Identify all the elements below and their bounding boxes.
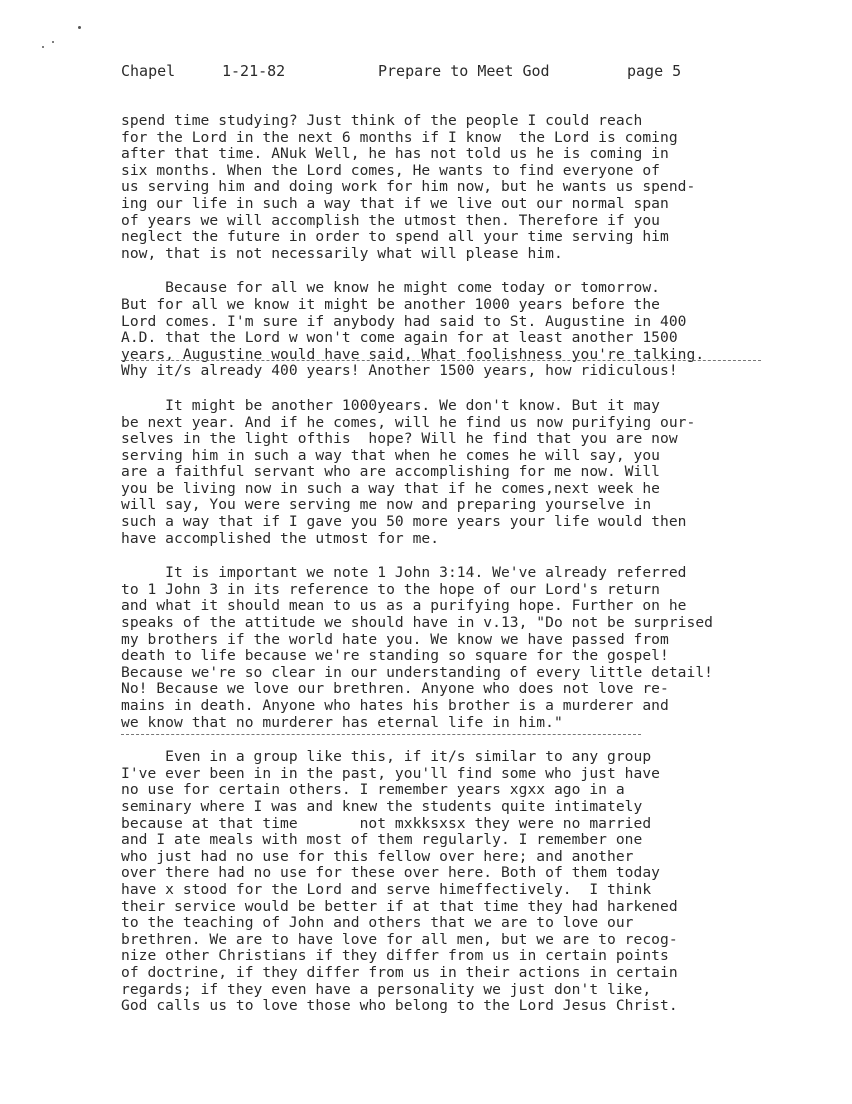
paragraph xyxy=(121,565,841,731)
header-chapel: Chapel xyxy=(121,62,176,80)
paragraph xyxy=(121,113,841,262)
text-line: brethren. We are to have love for all men, but we are to recog- xyxy=(121,930,678,948)
text-line: Even in a group like this, if it/s similar to any group xyxy=(121,748,652,766)
text-line: death to life because we're standing so square for the gospel! xyxy=(121,647,669,665)
text-line: It is important we note 1 John 3:14. We've already referred xyxy=(121,564,687,582)
text-line: I've ever been in in the past, you'll find some who just have xyxy=(121,764,661,782)
text-line: over there had no use for these over here. Both of them today xyxy=(121,864,661,882)
header-date: 1-21-82 xyxy=(222,62,286,80)
text-line: to 1 John 3 in its reference to the hope of our Lord's return xyxy=(121,580,661,598)
ink-speck xyxy=(78,26,81,29)
text-line: be next year. And if he comes, will he find us now purifying our- xyxy=(121,413,696,431)
paragraph xyxy=(121,398,841,547)
text-line: we know that no murderer has eternal life in him." xyxy=(121,713,563,731)
text-line: mains in death. Anyone who hates his brother is a murderer and xyxy=(121,697,669,714)
text-line: nize other Christians if they differ from us in certain points xyxy=(121,947,669,965)
text-line: speaks of the attitude we should have in v.13, "Do not be surprised xyxy=(121,614,714,632)
text-line: No! Because we love our brethren. Anyone who does not love re- xyxy=(121,680,669,698)
text-line: of years we will accomplish the utmost then. Therefore if you xyxy=(121,211,661,229)
text-line: years, Augustine would have said, What foolishness you're talking. xyxy=(121,345,705,363)
text-line: such a way that if I gave you 50 more years your life would then xyxy=(121,513,687,531)
text-line: regards; if they even have a personality we just don't like, xyxy=(121,980,652,998)
underline-mark xyxy=(121,734,641,735)
document-body xyxy=(121,113,841,1033)
text-line: of doctrine, if they differ from us in their actions in certain xyxy=(121,963,678,981)
text-line: us serving him and doing work for him now, but he wants us spend- xyxy=(121,178,696,196)
text-line: spend time studying? Just think of the people I could reach xyxy=(121,112,643,129)
text-line: who just had no use for this fellow over here; and another xyxy=(121,847,634,865)
text-line: seminary where I was and knew the students quite intimately xyxy=(121,797,643,815)
text-line: six months. When the Lord comes, He wants to find everyone of xyxy=(121,161,661,179)
text-line: have x stood for the Lord and serve himeffectively. I think xyxy=(121,880,652,898)
text-line: their service would be better if at that time they had harkened xyxy=(121,897,678,915)
text-line: no use for certain others. I remember years xgxx ago in a xyxy=(121,781,625,799)
text-line: and I ate meals with most of them regularly. I remember one xyxy=(121,831,643,849)
paragraph xyxy=(121,749,841,1015)
underline-mark xyxy=(121,360,761,361)
page-header xyxy=(121,62,741,82)
text-line: now, that is not necessarily what will please him. xyxy=(121,244,563,262)
text-line: Why it/s already 400 years! Another 1500 years, how ridiculous! xyxy=(121,362,678,380)
text-line: my brothers if the world hate you. We know we have passed from xyxy=(121,630,669,648)
text-line: have accomplished the utmost for me. xyxy=(121,529,440,547)
text-line: A.D. that the Lord w won't come again for at least another 1500 xyxy=(121,329,678,347)
text-line: will say, You were serving me now and preparing yourselve in xyxy=(121,496,652,514)
text-line: neglect the future in order to spend all your time serving him xyxy=(121,228,669,246)
text-line: you be living now in such a way that if he comes,next week he xyxy=(121,479,661,497)
text-line: God calls us to love those who belong to the Lord Jesus Christ. xyxy=(121,997,678,1015)
header-page-number: page 5 xyxy=(627,62,682,80)
text-line: because at that time not mxkksxsx they were no married xyxy=(121,814,652,832)
text-line: Because we're so clear in our understanding of every little detail! xyxy=(121,663,714,681)
text-line: Lord comes. I'm sure if anybody had said to St. Augustine in 400 xyxy=(121,312,687,330)
paragraph xyxy=(121,280,841,380)
text-line: and what it should mean to us as a purifying hope. Further on he xyxy=(121,597,687,615)
text-line: are a faithful servant who are accomplishing for me now. Will xyxy=(121,463,661,481)
text-line: It might be another 1000years. We don't know. But it may xyxy=(121,396,661,414)
text-line: But for all we know it might be another 1000 years before the xyxy=(121,295,661,313)
text-line: to the teaching of John and others that we are to love our xyxy=(121,914,634,932)
header-title: Prepare to Meet God xyxy=(378,62,550,80)
text-line: after that time. ANuk Well, he has not told us he is coming in xyxy=(121,145,669,163)
text-line: serving him in such a way that when he comes he will say, you xyxy=(121,446,661,464)
text-line: ing our life in such a way that if we live out our normal span xyxy=(121,194,669,212)
ink-speck xyxy=(52,41,54,43)
text-line: Because for all we know he might come today or tomorrow. xyxy=(121,279,661,297)
text-line: for the Lord in the next 6 months if I know the Lord is coming xyxy=(121,128,678,146)
ink-speck xyxy=(42,46,44,48)
text-line: selves in the light ofthis hope? Will he find that you are now xyxy=(121,430,678,448)
